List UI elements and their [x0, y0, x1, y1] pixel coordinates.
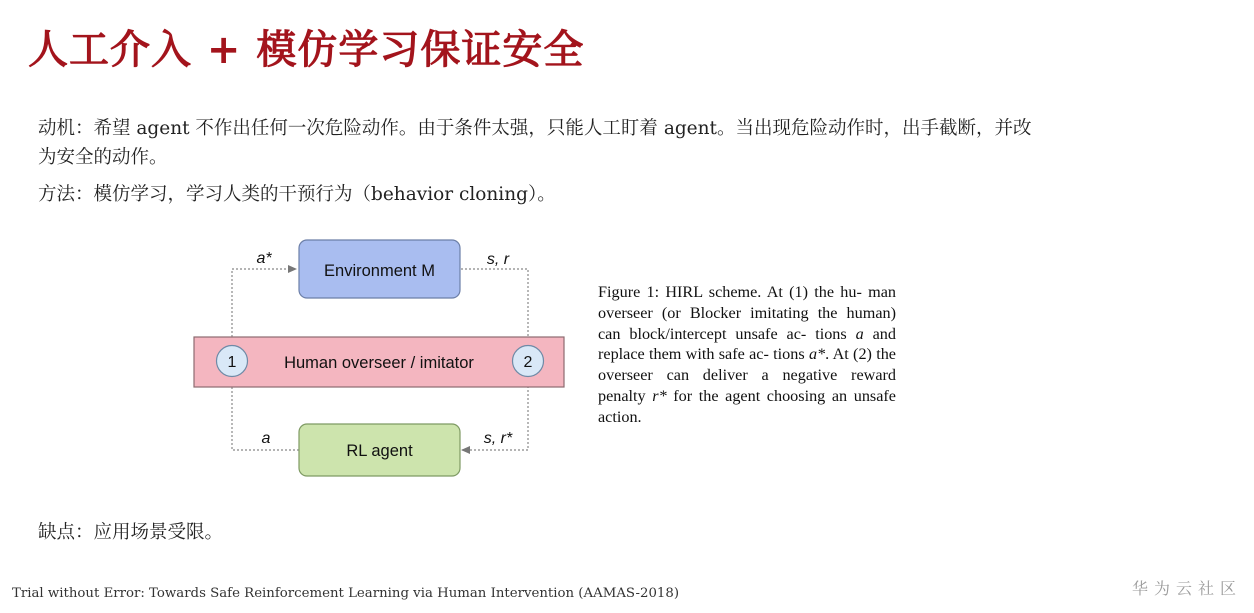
motivation-text: 动机：希望 agent 不作出任何一次危险动作。由于条件太强，只能人工盯着 agent。当出现危险动作时，出手截断，并改为安全的动作。: [38, 118, 1032, 168]
paper-reference: Trial without Error: Towards Safe Reinforcement Learning via Human Intervention (AAMAS-2018): [12, 586, 680, 601]
edge-label-a-star: a*: [256, 250, 272, 267]
caption-middle: and replace them with safe ac- tions: [598, 324, 896, 364]
slide-title: 人工介入 + 模仿学习保证安全: [28, 27, 585, 73]
rl-agent-label: RL agent: [346, 442, 413, 460]
caption-var-a: a: [855, 324, 864, 343]
edge-label-s-r-star: s, r*: [483, 430, 513, 447]
caption-prefix: Figure 1: HIRL scheme. At (1) the hu- man overseer (or Blocker imitating the human) can block/intercept unsafe ac- tions: [598, 283, 896, 343]
environment-label: Environment M: [324, 262, 435, 280]
edge-overseer-to-environment: [232, 269, 296, 337]
node-1-label: 1: [227, 354, 237, 371]
watermark-text: 华为云社区: [1131, 579, 1242, 598]
caption-middle2: . At (2) the overseer can deliver a negative reward penalty: [598, 345, 896, 405]
figure-caption: [598, 282, 896, 428]
edge-label-s-r-top: s, r: [486, 251, 510, 268]
caption-suffix: for the agent choosing an unsafe action.: [598, 386, 896, 426]
caption-var-a-star: a*: [808, 345, 826, 364]
method-text: 方法：模仿学习，学习人类的干预行为（behavior cloning）。: [38, 184, 556, 205]
edge-label-a: a: [261, 430, 271, 447]
hirl-diagram: [190, 232, 580, 482]
node-2-label: 2: [523, 354, 533, 371]
drawback-text: 缺点：应用场景受限。: [38, 522, 224, 543]
edge-environment-to-overseer: [461, 269, 528, 337]
overseer-label: Human overseer / imitator: [284, 354, 474, 372]
caption-var-r-star: r*: [652, 386, 667, 405]
